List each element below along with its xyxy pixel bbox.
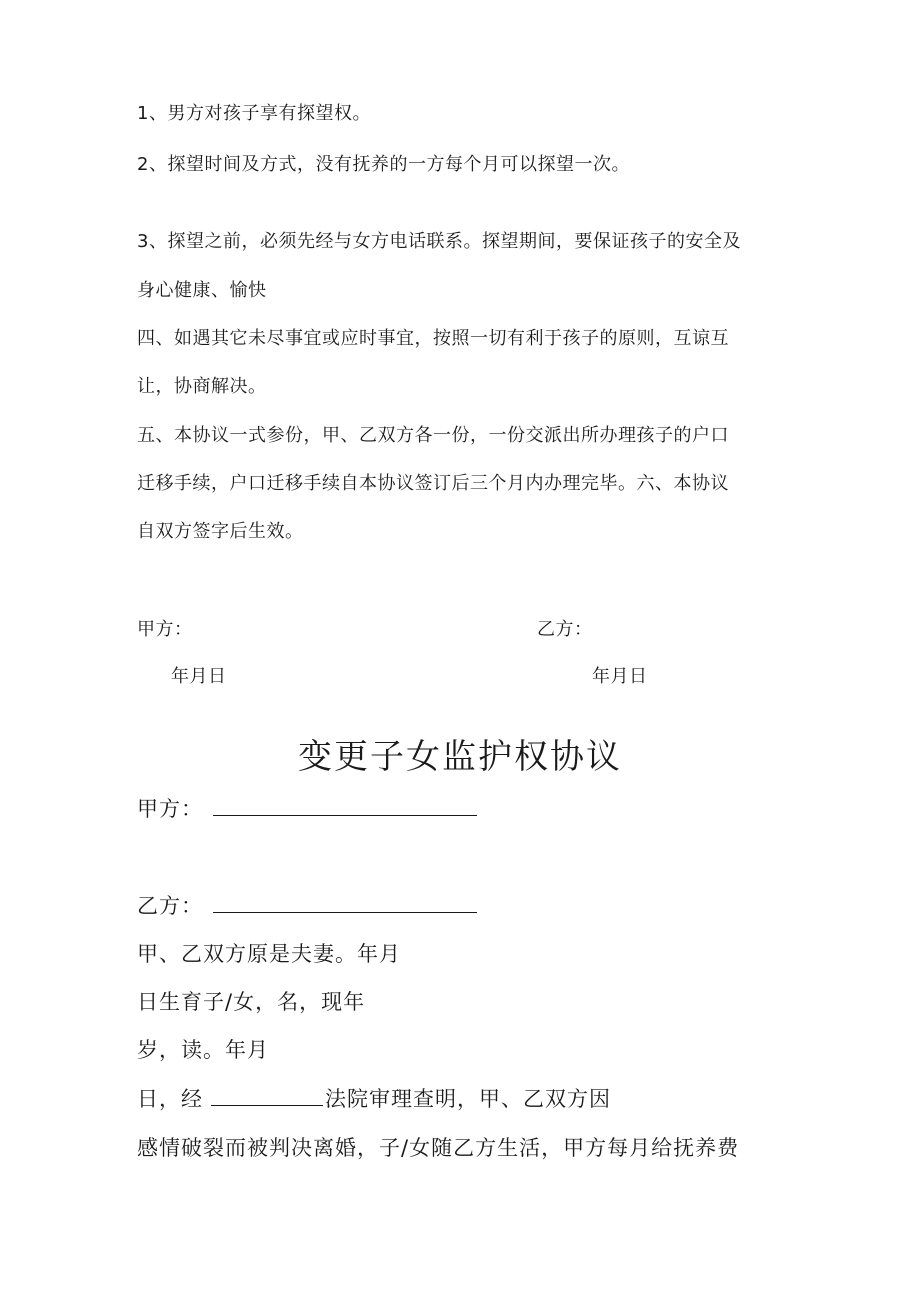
party-a-field <box>137 797 477 821</box>
party-b-blank-line[interactable] <box>213 894 477 913</box>
clause-four-line-1: 四、如遇其它未尽事宜或应时事宜，按照一切有利于孩子的原则，互谅互 <box>137 328 729 349</box>
signature-date-b: 年月日 <box>592 666 648 687</box>
body-line-5: 感情破裂而被判决离婚，子/女随乙方生活，甲方每月给抚养费 <box>137 1136 740 1160</box>
body-line-4-end: 法院审理查明，甲、乙双方因 <box>325 1087 611 1111</box>
clause-four-line-2: 让，协商解决。 <box>137 376 267 397</box>
court-name-blank-line[interactable] <box>211 1087 323 1106</box>
party-b-field <box>137 894 477 918</box>
party-a-label: 甲方： <box>137 797 203 821</box>
body-line-2: 日生育子/女，名，现年 <box>137 990 366 1014</box>
signature-party-b: 乙方： <box>537 619 593 640</box>
body-line-4 <box>137 1087 611 1111</box>
party-b-label: 乙方： <box>137 894 203 918</box>
body-line-3: 岁，读。年月 <box>137 1038 269 1062</box>
visitation-item-1: 1、男方对孩子享有探望权。 <box>137 103 371 124</box>
visitation-item-2: 2、探望时间及方式，没有抚养的一方每个月可以探望一次。 <box>137 154 630 175</box>
clause-five-line-3: 自双方签字后生效。 <box>137 521 304 542</box>
body-line-4-start: 日，经 <box>137 1087 203 1111</box>
visitation-item-3-line-1: 3、探望之前，必须先经与女方电话联系。探望期间，要保证孩子的安全及 <box>137 231 741 252</box>
clause-five-line-1: 五、本协议一式参份，甲、乙双方各一份，一份交派出所办理孩子的户口 <box>137 425 729 446</box>
document-title: 变更子女监护权协议 <box>298 737 622 777</box>
party-a-blank-line[interactable] <box>213 797 477 816</box>
signature-date-a: 年月日 <box>171 666 227 687</box>
clause-five-line-2: 迁移手续，户口迁移手续自本协议签订后三个月内办理完毕。六、本协议 <box>137 473 729 494</box>
body-line-1: 甲、乙双方原是夫妻。年月 <box>137 942 401 966</box>
visitation-item-3-line-2: 身心健康、愉快 <box>137 280 267 301</box>
signature-party-a: 甲方： <box>137 619 193 640</box>
